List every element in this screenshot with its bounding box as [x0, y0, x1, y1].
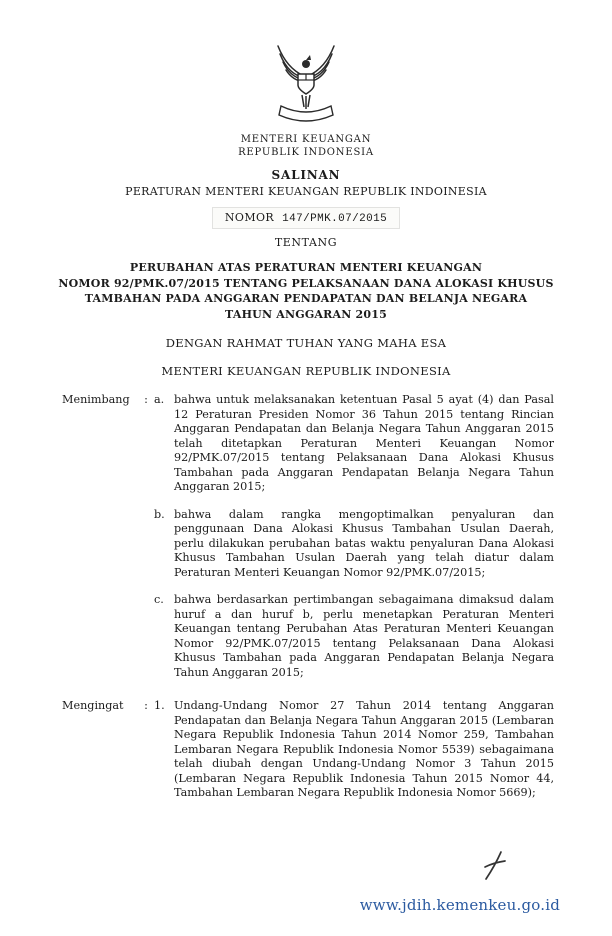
item-text: bahwa dalam rangka mengoptimalkan penyaluran dan penggunaan Dana Alokasi Khusus Tambahan Usulan Daerah, perlu dilakukan perubahan batas waktu penyaluran Dana Alokasi Khusus Tambahan Usulan Daerah yang telah diatur dalam Peraturan Menteri Keuangan Nomor 92/PMK.07/2015;: [174, 507, 554, 579]
menimbang-colon: :: [144, 393, 148, 406]
menimbang-item-a: [154, 393, 554, 495]
mengingat-items: [154, 699, 554, 814]
subject-line-3: TAMBAHAN PADA ANGGARAN PENDAPATAN DAN BELANJA NEGARA: [84, 292, 528, 305]
menimbang-section: [62, 393, 554, 693]
paraf-mark: [482, 850, 508, 886]
item-marker: b.: [154, 507, 165, 521]
item-marker: c.: [154, 593, 164, 606]
mengingat-item-1: [154, 699, 554, 801]
mengingat-section: [62, 699, 554, 814]
paraf-squiggle-icon: [482, 850, 508, 882]
menimbang-items: [154, 393, 554, 693]
item-text: Undang-Undang Nomor 27 Tahun 2014 tentang Anggaran Pendapatan dan Belanja Negara Tahun Anggaran 2015 (Lembaran Negara Republik Indonesia Tahun 2014 Nomor 259, Tambahan Lembaran Negara Republik Indonesia Nomor 5539) sebagaimana telah diubah dengan Undang-Undang Nomor 3 Tahun 2015 (Lembaran Negara Republik Indonesia Tahun 2015 Nomor 44, Tambahan Lembaran Negara Republik Indonesia Nomor 5669);: [174, 699, 554, 799]
invocation-line: DENGAN RAHMAT TUHAN YANG MAHA ESA: [165, 336, 447, 350]
regulation-subject: [0, 260, 612, 322]
garuda-emblem-graphic: [273, 38, 339, 124]
item-marker: a.: [154, 393, 165, 406]
item-marker: 1.: [154, 699, 165, 712]
salinan-label: SALINAN: [271, 168, 341, 182]
menimbang-item-b: [154, 508, 554, 581]
regulation-number-row: [0, 206, 612, 229]
nomor-value: 147/PMK.07/2015: [282, 213, 388, 225]
subject-line-1: PERUBAHAN ATAS PERATURAN MENTERI KEUANGAN: [129, 261, 483, 274]
item-text: bahwa untuk melaksanakan ketentuan Pasal 5 ayat (4) dan Pasal 12 Peraturan Presiden Nomor 36 Tahun 2015 tentang Rincian Anggaran Pendapatan dan Belanja Negara Tahun Anggaran 2015 telah ditetapkan Peraturan Menteri Keuangan Nomor 92/PMK.07/2015 tentang Pelaksanaan Dana Alokasi Khusus Tambahan pada Anggaran Pendapatan Belanja Negara Tahun Anggaran 2015;: [174, 393, 554, 493]
regulation-number-box: [212, 207, 400, 229]
authority-line: MENTERI KEUANGAN REPUBLIK INDONESIA: [161, 364, 451, 378]
mengingat-label: Mengingat: [62, 699, 124, 712]
document-body: [62, 393, 554, 814]
menimbang-label: Menimbang: [62, 393, 130, 406]
garuda-pancasila-emblem: [0, 38, 612, 124]
mengingat-colon: :: [144, 699, 148, 712]
regulation-title: PERATURAN MENTERI KEUANGAN REPUBLIK INDOINESIA: [125, 185, 487, 198]
jdih-link[interactable]: www.jdih.kemenkeu.go.id: [359, 896, 560, 914]
ministry-country: REPUBLIK INDONESIA: [238, 147, 374, 158]
tentang-label: TENTANG: [274, 236, 338, 249]
subject-line-4: TAHUN ANGGARAN 2015: [225, 307, 387, 321]
subject-line-2: NOMOR 92/PMK.07/2015 TENTANG PELAKSANAAN DANA ALOKASI KHUSUS: [58, 276, 554, 290]
menimbang-item-c: [154, 593, 554, 680]
item-text: bahwa berdasarkan pertimbangan sebagaimana dimaksud dalam huruf a dan huruf b, perlu menetapkan Peraturan Menteri Keuangan tentang Perubahan Atas Peraturan Menteri Keuangan Nomor 92/PMK.07/2015 tentang Pelaksanaan Dana Alokasi Khusus Tambahan pada Anggaran Pendapatan Belanja Negara Tahun Anggaran 2015;: [174, 593, 554, 679]
nomor-label: NOMOR: [224, 211, 275, 224]
ministry-name: MENTERI KEUANGAN: [240, 134, 372, 145]
